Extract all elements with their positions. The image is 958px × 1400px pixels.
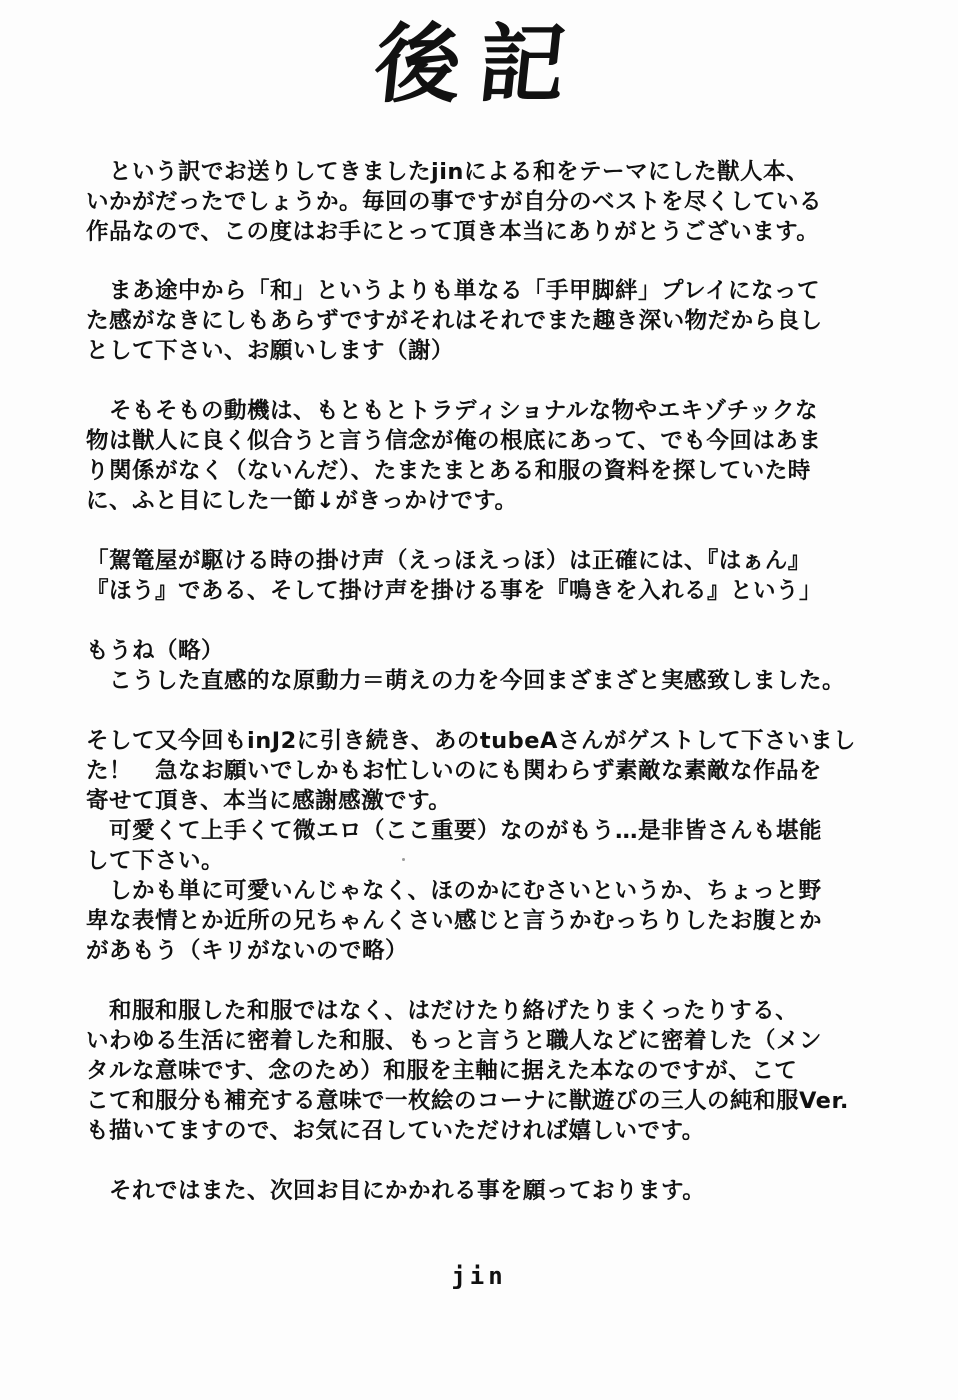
text-line: 可愛くて上手くて微エロ（ここ重要）なのがもう…是非皆さんも堪能 [86, 818, 823, 844]
text-line: そもそもの動機は、もともとトラディショナルな物やエキゾチックな [86, 398, 818, 424]
text-line: た感がなきにしもあらずですがそれはそれでまた趣き深い物だから良し [86, 308, 823, 334]
text-line: 「駕篭屋が駆ける時の掛け声（えっほえっほ）は正確には、『はぁん』 [86, 548, 811, 574]
text-line: という訳でお送りしてきましたjinによる和をテーマにした獣人本、 [86, 159, 809, 185]
text-line: こうした直感的な原動力＝萌えの力を今回まざまざと実感致しました。 [86, 668, 846, 694]
text-line: た！ 急なお願いでしかもお忙しいのにも関わらず素敵な素敵な作品を [86, 758, 823, 784]
text-line: して下さい。 [86, 848, 225, 874]
text-line: 物は獣人に良く似合うと言う信念が俺の根底にあって、でも今回はあま [86, 428, 822, 454]
text-line: それではまた、次回お目にかかれる事を願っております。 [86, 1178, 706, 1204]
text-line: 卑な表情とか近所の兄ちゃんくさい感じと言うかむっちりしたお腹とか [86, 908, 823, 934]
text-line: り関係がなく（ないんだ）、たまたまとある和服の資料を探していた時 [86, 458, 811, 484]
text-line: に、ふと目にした一節↓がきっかけです。 [86, 488, 518, 514]
paper-speck [402, 858, 405, 861]
text-line: 和服和服した和服ではなく、はだけたり絡げたりまくったりする、 [86, 998, 799, 1024]
text-line: いかがだったでしょうか。毎回の事ですが自分のベストを尽くしている [86, 189, 823, 215]
text-line: まあ途中から「和」というよりも単なる「手甲脚絆」プレイになって [86, 278, 820, 304]
text-line: も描いてますので、お気に召していただければ嬉しいです。 [86, 1118, 705, 1144]
text-line: があもう（キリがないので略） [86, 938, 409, 964]
text-line: 作品なので、この度はお手にとって頂き本当にありがとうございます。 [86, 219, 820, 245]
text-line: しかも単に可愛いんじゃなく、ほのかにむさいというか、ちょっと野 [86, 878, 822, 904]
page-title: 後記 [369, 14, 589, 115]
author-signature: jin [451, 1262, 507, 1290]
text-line: として下さい、お願いします（謝） [86, 338, 455, 364]
text-line: 寄せて頂き、本当に感謝感激です。 [86, 788, 452, 814]
text-line: もうね（略） [86, 638, 225, 664]
text-line: いわゆる生活に密着した和服、もっと言うと職人などに密着した（メン [86, 1028, 823, 1054]
text-line: タルな意味です、念のため）和服を主軸に据えた本なのですが、こて [86, 1058, 798, 1084]
text-line: 『ほう』である、そして掛け声を掛ける事を『鳴きを入れる』という」 [86, 578, 823, 604]
text-line: こて和服分も補充する意味で一枚絵のコーナに獣遊びの三人の純和服Ver. [86, 1088, 849, 1114]
text-line: そして又今回もinJ2に引き続き、あのtubeAさんがゲストして下さいまし [86, 728, 857, 754]
